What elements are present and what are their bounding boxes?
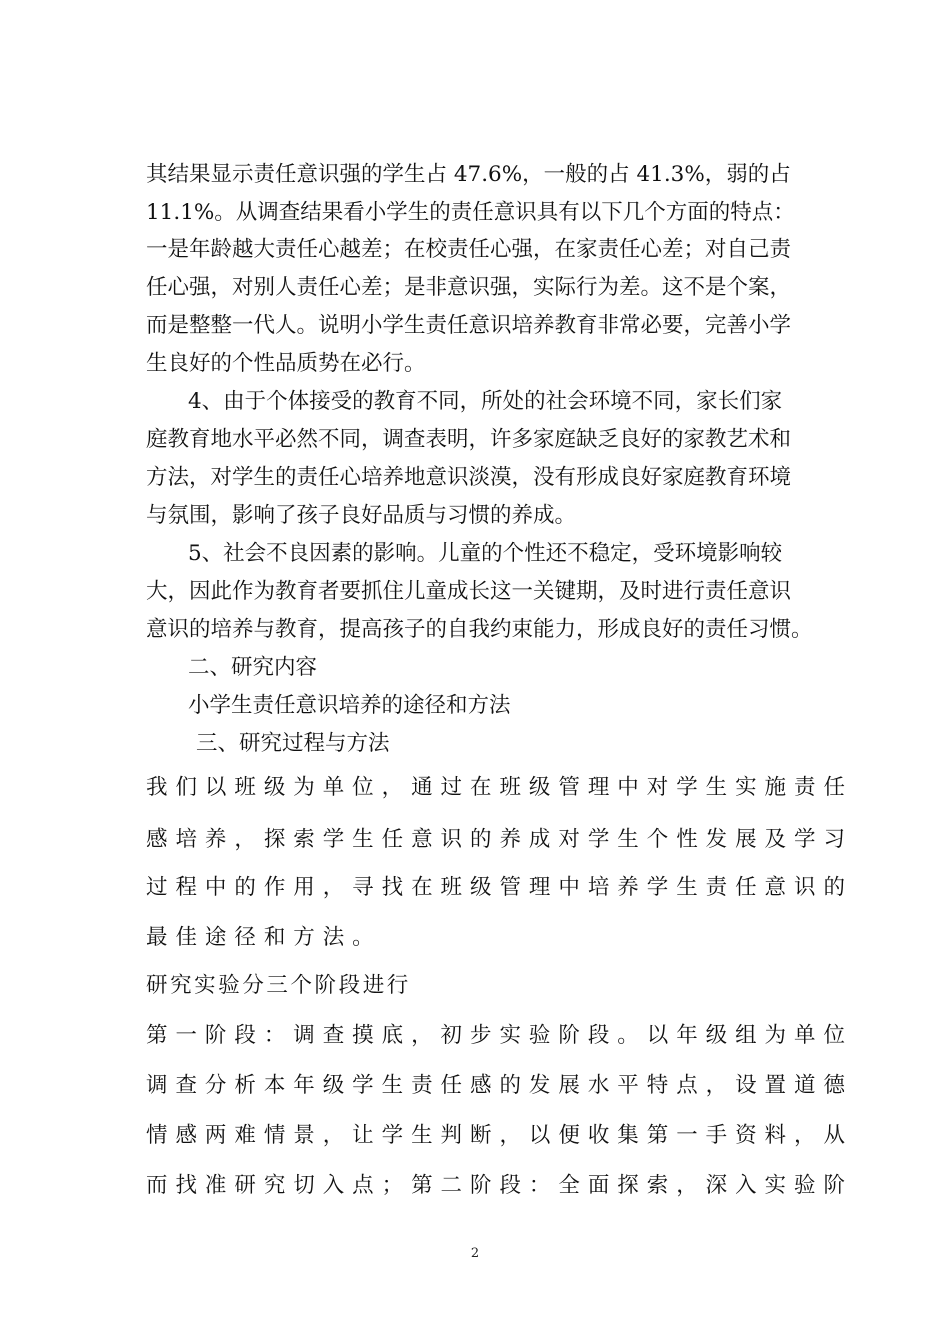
paragraph-line: 情感两难情景，让学生判断，以便收集第一手资料，从 (146, 1123, 853, 1148)
paragraph-line: 调查分析本年级学生责任感的发展水平特点，设置道德 (146, 1073, 853, 1098)
paragraph-line: 其结果显示责任意识强的学生占 47.6%，一般的占 41.3%，弱的占 (146, 162, 791, 187)
paragraph-line: 大，因此作为教育者要抓住儿童成长这一关键期，及时进行责任意识 (146, 579, 792, 604)
paragraph-line: 庭教育地水平必然不同，调查表明，许多家庭缺乏良好的家教艺术和 (146, 427, 792, 452)
paragraph-line: 5、社会不良因素的影响。儿童的个性还不稳定，受环境影响较 (188, 541, 783, 566)
paragraph-line: 4、由于个体接受的教育不同，所处的社会环境不同，家长们家 (188, 389, 783, 414)
paragraph-line: 方法，对学生的责任心培养地意识淡漠，没有形成良好家庭教育环境 (146, 465, 792, 490)
page-number: 2 (470, 1246, 480, 1261)
paragraph-line: 生良好的个性品质势在必行。 (146, 351, 426, 376)
paragraph-line: 最佳途径和方法。 (146, 925, 382, 950)
paragraph-line: 而找准研究切入点；第二阶段：全面探索，深入实验阶 (146, 1173, 853, 1198)
section-heading: 三、研究过程与方法 (196, 731, 390, 756)
paragraph-line: 第一阶段：调查摸底，初步实验阶段。以年级组为单位 (146, 1023, 853, 1048)
paragraph-line: 意识的培养与教育，提高孩子的自我约束能力，形成良好的责任习惯。 (146, 617, 813, 642)
paragraph-line: 与氛围，影响了孩子良好品质与习惯的养成。 (146, 503, 577, 528)
paragraph-line: 我们以班级为单位，通过在班级管理中对学生实施责任 (146, 775, 853, 800)
paragraph-line: 11.1%。从调查结果看小学生的责任意识具有以下几个方面的特点： (146, 200, 795, 225)
section-heading: 二、研究内容 (188, 655, 318, 680)
paragraph-line: 小学生责任意识培养的途径和方法 (188, 693, 511, 718)
paragraph-line: 任心强，对别人责任心差；是非意识强，实际行为差。这不是个案， (146, 275, 792, 300)
paragraph-line: 研究实验分三个阶段进行 (146, 973, 411, 998)
paragraph-line: 感培养，探索学生任意识的养成对学生个性发展及学习 (146, 827, 853, 852)
paragraph-line: 一是年龄越大责任心越差；在校责任心强，在家责任心差；对自己责 (146, 237, 792, 262)
paragraph-line: 过程中的作用，寻找在班级管理中培养学生责任意识的 (146, 875, 853, 900)
paragraph-line: 而是整整一代人。说明小学生责任意识培养教育非常必要，完善小学 (146, 313, 792, 338)
